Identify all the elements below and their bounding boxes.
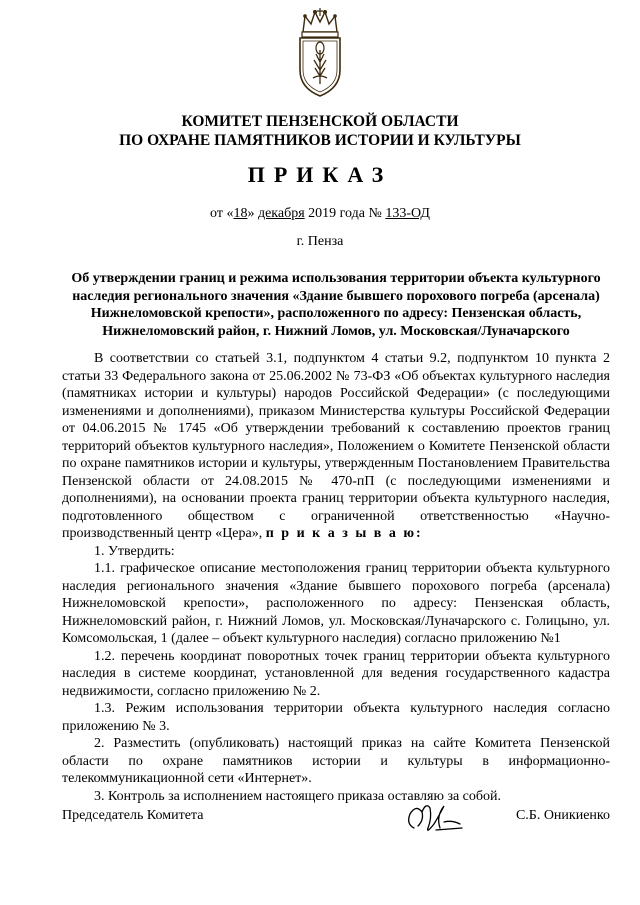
order-number: 133-ОД xyxy=(385,206,430,221)
preamble-text: В соответствии со статьей 3.1, подпунктом 4 статьи 9.2, подпунктом 10 пункта 2 статьи 33 Федерального закона от 25.06.2002 № 73-ФЗ «Об объектах культурного наследия (памятниках истории и культуры) народов Российской Федерации» (с последующими изменениями и дополнениями), приказом Министерства культуры Российской Федерации от 04.06.2015 № 1745 «Об утверждении требований к составлению проектов границ территорий объектов культурного наследия», Положением о Комитете Пензенской области по охране памятников истории и культуры, утвержденным Постановлением Правительства Пензенской области от 24.08.2015 № 470-пП (с последующими изменениями и дополнениями), на основании проекта границ территории объекта культурного наследия, подготовленного обществом с ограниченной ответственностью «Научно-производственный центр «Цера», xyxy=(62,351,610,541)
order-day: 18 xyxy=(233,206,248,221)
decree-word: п р и к а з ы в а ю: xyxy=(265,526,423,541)
order-subject: Об утверждении границ и режима использования территории объекта культурного наследия регионального значения «Здание бывшего порохового погреба (арсенала) Нижнеломовской крепости», расположенного по адресу: Пензенская область, Нижнеломовский район, г. Нижний Ломов, ул. Московская/Луначарского xyxy=(71,271,601,339)
item-1-2: 1.2. перечень координат поворотных точек границ территории объекта культурного наследия в системе координат, установленной для ведения государственного кадастра недвижимости, согласно приложению № 2. xyxy=(62,648,610,699)
item-2: 2. Разместить (опубликовать) настоящий приказ на сайте Комитета Пензенской области по охране памятников истории и культуры в информационно-телекоммуникационной сети «Интернет». xyxy=(62,736,610,786)
coat-of-arms-icon xyxy=(291,8,349,98)
item-1: 1. Утвердить: xyxy=(94,543,175,559)
signer-title: Председатель Комитета xyxy=(62,808,204,823)
preamble-paragraph xyxy=(62,350,610,543)
organization-name xyxy=(0,112,640,150)
order-body xyxy=(62,350,610,805)
document-type-title: ПРИКАЗ xyxy=(247,162,393,187)
organization-name-line1: КОМИТЕТ ПЕНЗЕНСКОЙ ОБЛАСТИ xyxy=(181,113,459,130)
item-3: 3. Контроль за исполнением настоящего приказа оставляю за собой. xyxy=(94,788,502,804)
organization-name-line2: ПО ОХРАНЕ ПАМЯТНИКОВ ИСТОРИИ И КУЛЬТУРЫ xyxy=(119,132,521,149)
order-separator-2: 2019 года № xyxy=(304,206,386,221)
item-1-1: 1.1. графическое описание местоположения границ территории объекта культурного наследия регионального значения «Здание бывшего порохового погреба (арсенала) Нижнеломовской крепости», расположенного по адресу: Пензенская область, Нижнеломовский район, г. Нижний Ломов, ул. Московская/Луначарского с. Голицыно, ул. Комсомольская, 1 (далее – объект культурного наследия) согласно приложению №1 xyxy=(62,561,610,646)
order-city: г. Пенза xyxy=(296,234,344,249)
handwritten-signature xyxy=(400,794,472,838)
item-1-3: 1.3. Режим использования территории объекта культурного наследия согласно приложению № 3. xyxy=(62,701,610,734)
order-month: декабря xyxy=(257,206,305,221)
order-prefix: от « xyxy=(210,206,234,221)
order-date-number xyxy=(0,206,640,222)
signer-name: С.Б. Оникиенко xyxy=(515,808,610,823)
order-separator-1: » xyxy=(247,206,258,221)
signature-block xyxy=(62,800,610,850)
